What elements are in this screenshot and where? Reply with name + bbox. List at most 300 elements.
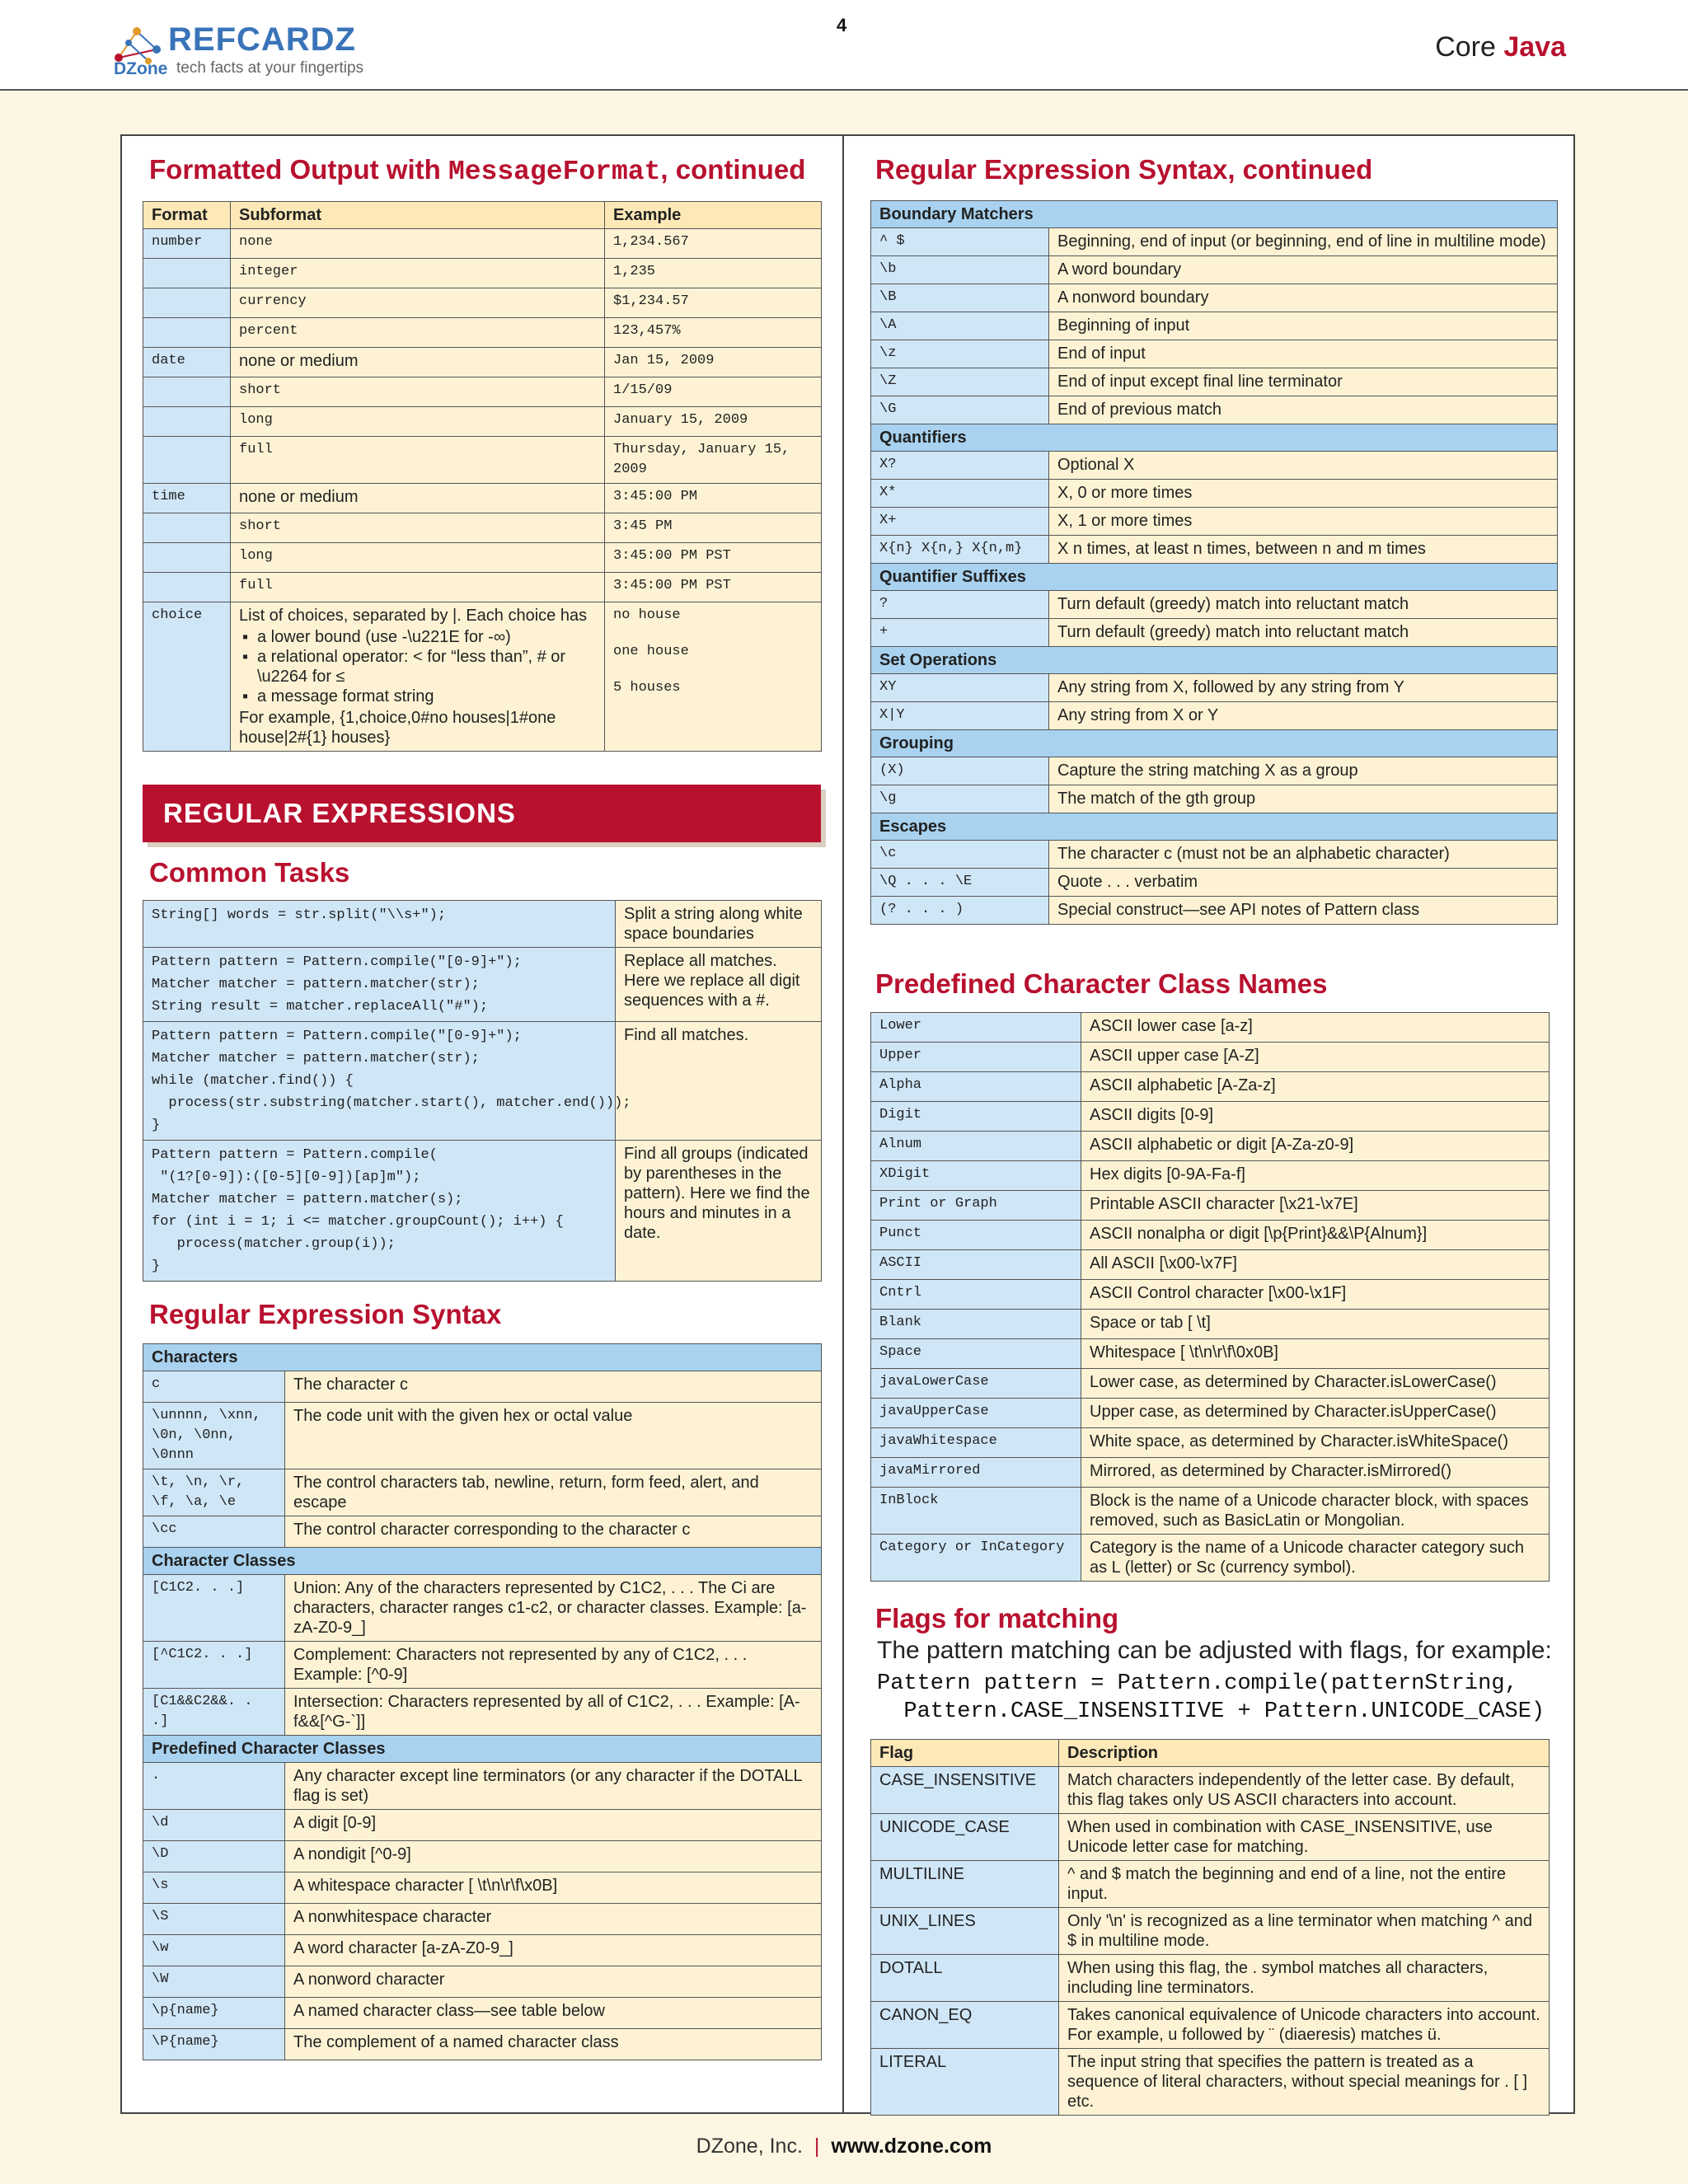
table-row — [143, 1642, 822, 1689]
description-cell: Mirrored, as determined by Character.isMirrored() — [1081, 1458, 1550, 1488]
format-cell — [143, 543, 231, 573]
table-row — [871, 480, 1558, 508]
table-row — [871, 1339, 1550, 1369]
code-cell: Pattern pattern = Pattern.compile( "(1?[0-9]):([0-5][0-9])[ap]m"); Matcher matcher = pattern.matcher(s); for (int i = 1; i <= matcher.groupCount(); i++) { process(matcher.group(i)); } — [143, 1141, 616, 1282]
format-cell: date — [143, 348, 231, 377]
table-row — [871, 536, 1558, 564]
description-cell: Hex digits [0-9A-Fa-f] — [1081, 1161, 1550, 1191]
column-header: Example — [605, 202, 822, 229]
meaning-cell: Optional X — [1049, 452, 1558, 480]
table-row — [871, 1428, 1550, 1458]
description-cell: Match characters independently of the letter case. By default, this flag takes only US ASCII characters into account. — [1059, 1767, 1550, 1814]
name-cell: ASCII — [871, 1250, 1081, 1280]
table-row — [143, 1141, 822, 1282]
subformat-cell: short — [231, 513, 605, 543]
name-cell: DOTALL — [871, 1955, 1059, 2002]
table-row — [871, 1861, 1550, 1908]
table-row — [871, 674, 1558, 702]
meaning-cell: The character c (must not be an alphabetic character) — [1049, 841, 1558, 869]
name-cell: LITERAL — [871, 2049, 1059, 2116]
table-row — [143, 1516, 822, 1548]
meaning-cell: A nondigit [^0-9] — [285, 1841, 822, 1872]
choice-example-value: one house — [613, 644, 689, 659]
format-cell — [143, 288, 231, 318]
syntax-cell: \w — [143, 1935, 285, 1966]
format-cell — [143, 407, 231, 437]
table-row — [871, 1072, 1550, 1102]
syntax-cell: \p{name} — [143, 1998, 285, 2029]
common-tasks-title: Common Tasks — [149, 857, 350, 888]
meaning-cell: A nonwhitespace character — [285, 1904, 822, 1935]
meaning-cell: Special construct—see API notes of Pattern class — [1049, 897, 1558, 925]
description-cell: Find all matches. — [616, 1022, 822, 1141]
table-row — [871, 1458, 1550, 1488]
syntax-cell: X{n} X{n,} X{n,m} — [871, 536, 1049, 564]
format-cell — [143, 318, 231, 348]
group-header-row — [143, 1344, 822, 1371]
regex-syntax-cont-table — [870, 200, 1558, 925]
name-cell: Alpha — [871, 1072, 1081, 1102]
code-cell: Pattern pattern = Pattern.compile("[0-9]+"); Matcher matcher = pattern.matcher(str); while (matcher.find()) { process(str.substring(matcher.start(), matcher.end())); } — [143, 1022, 616, 1141]
name-cell: javaMirrored — [871, 1458, 1081, 1488]
group-header-row — [871, 730, 1558, 757]
table-row — [143, 901, 822, 948]
list-item: ▪ a relational operator: < for “less than”, # or \u2264 for ≤ — [257, 647, 596, 687]
syntax-cell: X* — [871, 480, 1049, 508]
choice-example-value: 5 houses — [613, 680, 681, 696]
meaning-cell: Any string from X, followed by any string from Y — [1049, 674, 1558, 702]
name-cell: UNICODE_CASE — [871, 1814, 1059, 1861]
meaning-cell: A whitespace character [ \t\n\r\f\x0B] — [285, 1872, 822, 1904]
table-row — [143, 1403, 822, 1469]
syntax-cell: \Q . . . \E — [871, 869, 1049, 897]
meaning-cell: Turn default (greedy) match into reluctant match — [1049, 619, 1558, 647]
meaning-cell: X, 1 or more times — [1049, 508, 1558, 536]
table-row — [871, 1280, 1550, 1310]
subformat-cell: full — [231, 573, 605, 602]
table-row — [871, 869, 1558, 897]
meaning-cell: The match of the gth group — [1049, 785, 1558, 813]
page-footer — [0, 2135, 1688, 2158]
meaning-cell: The control character corresponding to the character c — [285, 1516, 822, 1548]
list-item: ▪ a lower bound (use -\u221E for -∞) — [257, 627, 596, 647]
meaning-cell: A named character class—see table below — [285, 1998, 822, 2029]
description-cell: ASCII alphabetic [A-Za-z] — [1081, 1072, 1550, 1102]
syntax-cell: (? . . . ) — [871, 897, 1049, 925]
table-row — [143, 948, 822, 1022]
table-row — [143, 1575, 822, 1642]
regex-syntax-cont-title: Regular Expression Syntax, continued — [875, 154, 1373, 185]
syntax-cell: X+ — [871, 508, 1049, 536]
meaning-cell: A nonword character — [285, 1966, 822, 1998]
table-row — [143, 1689, 822, 1736]
syntax-cell: \D — [143, 1841, 285, 1872]
example-cell: 3:45:00 PM — [605, 484, 822, 513]
group-header: Grouping — [871, 730, 1558, 757]
table-row — [871, 1191, 1550, 1221]
table-row — [871, 1250, 1550, 1280]
table-row — [871, 368, 1558, 396]
description-cell: Lower case, as determined by Character.isLowerCase() — [1081, 1369, 1550, 1399]
table-header-row — [143, 202, 822, 229]
meaning-cell: Complement: Characters not represented by any of C1C2, . . . Example: [^0-9] — [285, 1642, 822, 1689]
meaning-cell: A nonword boundary — [1049, 284, 1558, 312]
name-cell: javaUpperCase — [871, 1399, 1081, 1428]
group-header-row — [871, 424, 1558, 452]
example-cell: 123,457% — [605, 318, 822, 348]
syntax-cell: XY — [871, 674, 1049, 702]
table-row — [143, 573, 822, 602]
description-cell: Find all groups (indicated by parentheses in the pattern). Here we find the hours and minutes in a date. — [616, 1141, 822, 1282]
group-header: Escapes — [871, 813, 1558, 841]
example-cell: 1,234.567 — [605, 229, 822, 259]
name-cell: Upper — [871, 1043, 1081, 1072]
meaning-cell: X n times, at least n times, between n and m times — [1049, 536, 1558, 564]
example-cell: 3:45:00 PM PST — [605, 543, 822, 573]
syntax-cell: \Z — [871, 368, 1049, 396]
subformat-cell: short — [231, 377, 605, 407]
syntax-cell: X|Y — [871, 702, 1049, 730]
meaning-cell: A digit [0-9] — [285, 1810, 822, 1841]
table-row — [871, 508, 1558, 536]
name-cell: Blank — [871, 1310, 1081, 1339]
column-divider — [842, 136, 844, 2112]
description-cell: ^ and $ match the beginning and end of a line, not the entire input. — [1059, 1861, 1550, 1908]
syntax-cell: . — [143, 1763, 285, 1810]
example-cell: January 15, 2009 — [605, 407, 822, 437]
syntax-cell: \c — [871, 841, 1049, 869]
syntax-cell: \unnnn, \xnn, \0n, \0nn, \0nnn — [143, 1403, 285, 1469]
description-cell: ASCII digits [0-9] — [1081, 1102, 1550, 1132]
syntax-cell: (X) — [871, 757, 1049, 785]
example-cell: 1,235 — [605, 259, 822, 288]
description-cell: Space or tab [ \t] — [1081, 1310, 1550, 1339]
table-row — [143, 1904, 822, 1935]
name-cell: javaLowerCase — [871, 1369, 1081, 1399]
meaning-cell: Any string from X or Y — [1049, 702, 1558, 730]
choice-example-value: no house — [613, 607, 681, 623]
description-cell: When using this flag, the . symbol matches all characters, including line terminators. — [1059, 1955, 1550, 2002]
meaning-cell: Capture the string matching X as a group — [1049, 757, 1558, 785]
page-number: 4 — [837, 15, 847, 35]
syntax-cell: [C1C2. . .] — [143, 1575, 285, 1642]
table-row — [871, 1161, 1550, 1191]
meaning-cell: Beginning of input — [1049, 312, 1558, 340]
meaning-cell: Any character except line terminators (or any character if the DOTALL flag is set) — [285, 1763, 822, 1810]
example-cell: Jan 15, 2009 — [605, 348, 822, 377]
description-cell: Only '\n' is recognized as a line terminator when matching ^ and $ in multiline mode. — [1059, 1908, 1550, 1955]
table-row — [871, 897, 1558, 925]
column-header: Format — [143, 202, 231, 229]
syntax-cell: \G — [871, 396, 1049, 424]
column-header: Flag — [871, 1740, 1059, 1767]
group-header: Characters — [143, 1344, 822, 1371]
flags-table — [870, 1739, 1550, 2116]
format-cell: time — [143, 484, 231, 513]
syntax-cell: \d — [143, 1810, 285, 1841]
syntax-cell: ^ $ — [871, 228, 1049, 256]
meaning-cell: Quote . . . verbatim — [1049, 869, 1558, 897]
group-header: Character Classes — [143, 1548, 822, 1575]
table-row — [143, 2029, 822, 2060]
table-row — [143, 288, 822, 318]
group-header: Boundary Matchers — [871, 201, 1558, 228]
regex-syntax-title: Regular Expression Syntax — [149, 1299, 502, 1329]
description-cell: Split a string along white space boundaries — [616, 901, 822, 948]
footer-separator: | — [814, 2135, 820, 2158]
table-row — [143, 484, 822, 513]
predefined-names-title: Predefined Character Class Names — [875, 968, 1328, 999]
table-row — [143, 543, 822, 573]
syntax-cell: \b — [871, 256, 1049, 284]
table-row — [871, 1221, 1550, 1250]
format-cell — [143, 259, 231, 288]
table-row — [143, 513, 822, 543]
logo-dzone: DZone — [114, 59, 168, 78]
example-cell — [605, 602, 822, 752]
table-row — [871, 1767, 1550, 1814]
common-tasks-table — [143, 900, 822, 1282]
group-header-row — [871, 647, 1558, 674]
table-row — [871, 2049, 1550, 2116]
description-cell: Upper case, as determined by Character.isUpperCase() — [1081, 1399, 1550, 1428]
format-cell — [143, 377, 231, 407]
table-row — [143, 1371, 822, 1403]
subformat-cell: long — [231, 543, 605, 573]
choice-bullets — [239, 627, 596, 706]
table-row — [143, 1763, 822, 1810]
table-row — [143, 407, 822, 437]
table-row — [871, 841, 1558, 869]
choice-intro: List of choices, separated by |. Each choice has — [239, 607, 588, 625]
syntax-cell: + — [871, 619, 1049, 647]
regular-expressions-banner: REGULAR EXPRESSIONS — [143, 785, 821, 842]
description-cell: Whitespace [ \t\n\r\f\0x0B] — [1081, 1339, 1550, 1369]
name-cell: Digit — [871, 1102, 1081, 1132]
messageformat-table — [143, 201, 822, 752]
syntax-cell: [C1&&C2&&. . .] — [143, 1689, 285, 1736]
subformat-cell: currency — [231, 288, 605, 318]
syntax-cell: \P{name} — [143, 2029, 285, 2060]
table-row — [143, 259, 822, 288]
table-row — [871, 1955, 1550, 2002]
flags-intro: The pattern matching can be adjusted with flags, for example: — [877, 1637, 1552, 1664]
meaning-cell: Intersection: Characters represented by all of C1C2, . . . Example: [A-f&&[^G-`]] — [285, 1689, 822, 1736]
table-row — [143, 1022, 822, 1141]
subformat-cell: none or medium — [231, 348, 605, 377]
group-header-row — [871, 813, 1558, 841]
description-cell: All ASCII [\x00-\x7F] — [1081, 1250, 1550, 1280]
code-cell: String[] words = str.split("\\s+"); — [143, 901, 616, 948]
group-header-row — [871, 201, 1558, 228]
format-cell — [143, 437, 231, 484]
meaning-cell: The control characters tab, newline, return, form feed, alert, and escape — [285, 1469, 822, 1516]
table-row — [871, 1310, 1550, 1339]
meaning-cell: X, 0 or more times — [1049, 480, 1558, 508]
description-cell: ASCII Control character [\x00-\x1F] — [1081, 1280, 1550, 1310]
description-cell: The input string that specifies the pattern is treated as a sequence of literal characters, without special meanings for . [ ] etc. — [1059, 2049, 1550, 2116]
table-row — [871, 284, 1558, 312]
table-row — [871, 1102, 1550, 1132]
description-cell: White space, as determined by Character.isWhiteSpace() — [1081, 1428, 1550, 1458]
subformat-cell: integer — [231, 259, 605, 288]
table-row — [871, 1399, 1550, 1428]
name-cell: MULTILINE — [871, 1861, 1059, 1908]
messageformat-title-code: MessageFormat — [448, 157, 661, 187]
description-cell: Takes canonical equivalence of Unicode characters into account. For example, u followed by ¨ (diaeresis) matches ü. — [1059, 2002, 1550, 2049]
name-cell: Space — [871, 1339, 1081, 1369]
syntax-cell: \g — [871, 785, 1049, 813]
name-cell: Punct — [871, 1221, 1081, 1250]
predefined-names-table — [870, 1012, 1550, 1582]
name-cell: Lower — [871, 1013, 1081, 1043]
table-row — [871, 1535, 1550, 1582]
format-cell: choice — [143, 602, 231, 752]
group-header: Quantifiers — [871, 424, 1558, 452]
meaning-cell: End of input — [1049, 340, 1558, 368]
table-row — [143, 602, 822, 752]
description-cell: ASCII alphabetic or digit [A-Za-z0-9] — [1081, 1132, 1550, 1161]
name-cell: javaWhitespace — [871, 1428, 1081, 1458]
subformat-cell: percent — [231, 318, 605, 348]
example-cell: $1,234.57 — [605, 288, 822, 318]
syntax-cell: \cc — [143, 1516, 285, 1548]
description-cell: Block is the name of a Unicode character block, with spaces removed, such as BasicLatin or Mongolian. — [1081, 1488, 1550, 1535]
subformat-cell: none — [231, 229, 605, 259]
meaning-cell: End of input except final line terminator — [1049, 368, 1558, 396]
table-row — [871, 2002, 1550, 2049]
table-row — [871, 256, 1558, 284]
page-header — [0, 0, 1688, 91]
table-row — [143, 1810, 822, 1841]
table-row — [871, 702, 1558, 730]
syntax-cell: \W — [143, 1966, 285, 1998]
description-cell: ASCII nonalpha or digit [\p{Print}&&\P{Alnum}] — [1081, 1221, 1550, 1250]
example-cell: Thursday, January 15, 2009 — [605, 437, 822, 484]
syntax-cell: \t, \n, \r, \f, \a, \e — [143, 1469, 285, 1516]
table-row — [871, 312, 1558, 340]
title-java: Java — [1503, 31, 1566, 63]
subformat-cell: long — [231, 407, 605, 437]
meaning-cell: Union: Any of the characters represented by C1C2, . . . The Ci are characters, character ranges c1-c2, or character classes. Example: [a-zA-Z0-9_] — [285, 1575, 822, 1642]
messageformat-title-suffix: , continued — [660, 154, 806, 185]
description-cell: Replace all matches. Here we replace all digit sequences with a #. — [616, 948, 822, 1022]
table-row — [871, 1369, 1550, 1399]
footer-company: DZone, Inc. — [696, 2135, 803, 2158]
example-cell: 3:45:00 PM PST — [605, 573, 822, 602]
table-row — [871, 1908, 1550, 1955]
title-core: Core — [1435, 31, 1496, 63]
description-cell: ASCII upper case [A-Z] — [1081, 1043, 1550, 1072]
table-row — [871, 1043, 1550, 1072]
syntax-cell: \z — [871, 340, 1049, 368]
choice-example: For example, {1,choice,0#no houses|1#one house|2#{1} houses} — [239, 709, 556, 747]
syntax-cell: [^C1C2. . .] — [143, 1642, 285, 1689]
name-cell: Print or Graph — [871, 1191, 1081, 1221]
table-row — [871, 619, 1558, 647]
footer-url[interactable]: www.dzone.com — [831, 2135, 992, 2158]
table-row — [871, 340, 1558, 368]
table-row — [143, 377, 822, 407]
table-row — [871, 785, 1558, 813]
name-cell: Category or InCategory — [871, 1535, 1081, 1582]
format-cell: number — [143, 229, 231, 259]
syntax-cell: \A — [871, 312, 1049, 340]
list-item: ▪ a message format string — [257, 687, 596, 706]
group-header-row — [143, 1736, 822, 1763]
name-cell: CANON_EQ — [871, 2002, 1059, 2049]
logo-tagline: tech facts at your fingertips — [176, 59, 364, 77]
group-header-row — [143, 1548, 822, 1575]
description-cell: When used in combination with CASE_INSENSITIVE, use Unicode letter case for matching. — [1059, 1814, 1550, 1861]
table-row — [143, 229, 822, 259]
messageformat-title — [149, 154, 805, 187]
group-header-row — [871, 564, 1558, 591]
table-row — [871, 1013, 1550, 1043]
name-cell: Cntrl — [871, 1280, 1081, 1310]
table-row — [871, 1814, 1550, 1861]
syntax-cell: \B — [871, 284, 1049, 312]
meaning-cell: Turn default (greedy) match into reluctant match — [1049, 591, 1558, 619]
syntax-cell: ? — [871, 591, 1049, 619]
syntax-cell: c — [143, 1371, 285, 1403]
flags-code-example: Pattern pattern = Pattern.compile(patternString, Pattern.CASE_INSENSITIVE + Pattern.UNICODE_CASE) — [877, 1671, 1545, 1724]
table-row — [143, 1841, 822, 1872]
table-row — [143, 348, 822, 377]
code-cell: Pattern pattern = Pattern.compile("[0-9]+"); Matcher matcher = pattern.matcher(str); String result = matcher.replaceAll("#"); — [143, 948, 616, 1022]
meaning-cell: Beginning, end of input (or beginning, end of line in multiline mode) — [1049, 228, 1558, 256]
table-row — [143, 1998, 822, 2029]
description-cell: ASCII lower case [a-z] — [1081, 1013, 1550, 1043]
table-row — [871, 591, 1558, 619]
meaning-cell: A word boundary — [1049, 256, 1558, 284]
meaning-cell: End of previous match — [1049, 396, 1558, 424]
subformat-cell: none or medium — [231, 484, 605, 513]
syntax-cell: \S — [143, 1904, 285, 1935]
logo-title: REFCARDZ — [168, 21, 356, 58]
meaning-cell: The code unit with the given hex or octal value — [285, 1403, 822, 1469]
table-row — [143, 1935, 822, 1966]
table-header-row — [871, 1740, 1550, 1767]
name-cell: InBlock — [871, 1488, 1081, 1535]
regex-syntax-table — [143, 1343, 822, 2060]
document-title — [1435, 31, 1566, 63]
group-header: Quantifier Suffixes — [871, 564, 1558, 591]
example-cell: 3:45 PM — [605, 513, 822, 543]
table-row — [871, 396, 1558, 424]
table-row — [143, 1872, 822, 1904]
table-row — [871, 452, 1558, 480]
table-row — [143, 1966, 822, 1998]
meaning-cell: The complement of a named character class — [285, 2029, 822, 2060]
group-header: Predefined Character Classes — [143, 1736, 822, 1763]
syntax-cell: X? — [871, 452, 1049, 480]
meaning-cell: A word character [a-zA-Z0-9_] — [285, 1935, 822, 1966]
table-row — [143, 318, 822, 348]
subformat-cell — [231, 602, 605, 752]
column-header: Description — [1059, 1740, 1550, 1767]
table-row — [143, 437, 822, 484]
table-row — [143, 1469, 822, 1516]
syntax-cell: \s — [143, 1872, 285, 1904]
name-cell: UNIX_LINES — [871, 1908, 1059, 1955]
column-header: Subformat — [231, 202, 605, 229]
name-cell: XDigit — [871, 1161, 1081, 1191]
table-row — [871, 1132, 1550, 1161]
name-cell: CASE_INSENSITIVE — [871, 1767, 1059, 1814]
table-row — [871, 228, 1558, 256]
meaning-cell: The character c — [285, 1371, 822, 1403]
